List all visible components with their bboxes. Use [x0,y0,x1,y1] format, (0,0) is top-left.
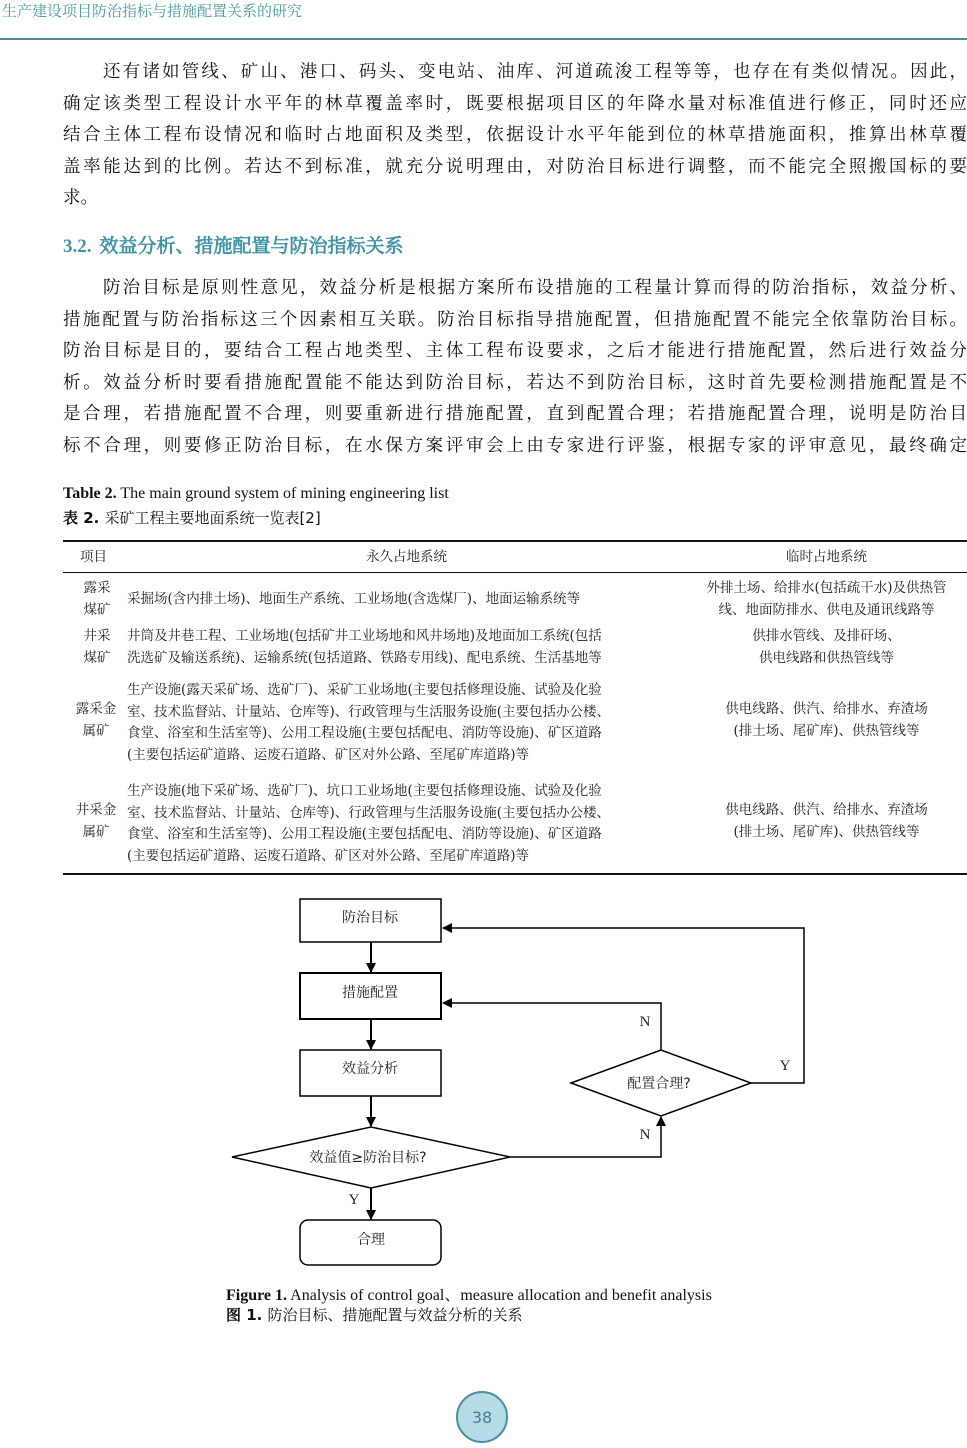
row-permanent-line: (主要包括运矿道路、运废石道路、矿区对外公路、至尾矿库道路)等 [127,746,530,763]
row-item-line: 属矿 [82,823,110,840]
label-benefit-no: N [639,1127,651,1143]
row-permanent-line: (主要包括运矿道路、运废石道路、矿区对外公路、至尾矿库道路)等 [127,847,530,864]
row-item-line: 露采 [83,580,111,596]
paragraph-line: 防治目标是目的，要结合工程占地类型、主体工程布设要求，之后才能进行措施配置，然后进行效益分 [63,341,967,362]
node-decision-config [571,1050,751,1116]
node-goal-label: 防治目标 [342,910,398,926]
arrow-config-yes [443,928,804,1083]
row-temporary-line: 供排水管线、及排矸场、 [752,628,901,644]
node-measures-label: 措施配置 [342,985,398,1001]
table-caption-zh-text: 采矿工程主要地面系统一览表[2] [104,509,321,527]
row-permanent-line: 洗选矿及输送系统)、运输系统(包括道路、铁路专用线)、配电系统、生活基地等 [127,649,602,666]
arrow-config-no [443,1003,661,1050]
arrow-decision-no [510,1117,661,1157]
table-header-item: 项目 [80,549,107,565]
node-measures [300,973,441,1019]
paragraph-line: 求。 [63,188,98,209]
figure-caption-zh-text: 防治目标、措施配置与效益分析的关系 [267,1306,523,1324]
row-permanent-line: 采掘场(含内排土场)、地面生产系统、工业场地(含选煤厂)、地面运输系统等 [127,591,581,607]
table-caption-zh-label: 表 2. [63,509,100,527]
row-temporary-line: 线、地面防排水、供电及通讯线路等 [718,601,935,618]
table-header-permanent: 永久占地系统 [366,549,447,565]
row-item-line: 属矿 [82,722,110,739]
paragraph-line: 防治目标是原则性意见，效益分析是根据方案所布设措施的工程量计算而得的防治指标，效益分析、 [103,278,967,298]
row-permanent-line: 井筒及井巷工程、工业场地(包括矿井工业场地和风井场地)及地面加工系统(包括 [127,628,602,644]
figure-caption-zh [226,1304,522,1325]
row-permanent-line: 生产设施(露天采矿场、选矿厂)、采矿工业场地(主要包括修理设施、试验及化验 [127,682,602,698]
row-temporary-line: 供电线路和供热管线等 [759,649,894,666]
node-reasonable [300,1220,441,1265]
label-config-yes: Y [779,1058,791,1074]
row-permanent-line: 室、技术监督站、计量站、仓库等)、行政管理与生活服务设施(主要包括办公楼、 [127,804,611,821]
section-title: 效益分析、措施配置与防治指标关系 [99,235,404,257]
table-caption-en-label: Table 2. [63,485,117,502]
figure-caption-zh-label: 图 1. [226,1306,263,1324]
figure-caption-en-label: Figure 1. [226,1287,288,1304]
row-item-line: 露采金 [75,701,117,717]
row-item-line: 煤矿 [83,601,111,618]
node-benefit [300,1050,441,1096]
node-decision-config-label: 配置合理? [627,1076,691,1092]
row-permanent-line: 食堂、浴室和生活室等)、公用工程设施(主要包括配电、消防等设施)、矿区道路 [127,826,602,842]
label-config-no: N [639,1014,651,1030]
node-reasonable-label: 合理 [357,1232,385,1248]
row-temporary-line: (排土场、尾矿库)、供热管线等 [733,823,920,840]
running-head: 生产建设项目防治指标与措施配置关系的研究 [2,2,303,20]
row-permanent-line: 生产设施(地下采矿场、选矿厂)、坑口工业场地(主要包括修理设施、试验及化验 [127,783,602,799]
node-goal [300,899,441,942]
table-caption-en-text: The main ground system of mining engineering list [120,485,449,502]
row-temporary-line: 外排土场、给排水(包括疏干水)及供热管 [706,580,947,596]
paragraph-line: 标不合理，则要修正防治目标，在水保方案评审会上由专家进行评鉴，根据专家的评审意见，最终确定 [63,435,967,456]
paragraph-line: 是合理，若措施配置不合理，则要重新进行措施配置，直到配置合理；若措施配置合理，说明是防治目 [63,404,967,425]
node-decision-benefit-label: 效益值≥防治目标? [309,1150,427,1166]
row-temporary-line: 供电线路、供汽、给排水、弃渣场 [725,802,928,818]
figure-caption-en [226,1282,712,1305]
page-number: 38 [456,1391,508,1443]
row-permanent-line: 食堂、浴室和生活室等)、公用工程设施(主要包括配电、消防等设施)、矿区道路 [127,725,602,741]
paragraph-line: 结合主体工程布设情况和临时占地面积及类型，依据设计水平年能到位的林草措施面积，推算出林草覆 [63,125,967,146]
row-item-line: 井采 [83,628,111,644]
row-temporary-line: (排土场、尾矿库)、供热管线等 [733,722,920,739]
paragraph-line: 析。效益分析时要看措施配置能不能达到防治目标，若达不到防治目标，这时首先要检测措施配置是不 [63,372,967,393]
node-benefit-label: 效益分析 [342,1061,398,1077]
row-item-line: 煤矿 [83,649,111,666]
paragraph-line: 措施配置与防治指标这三个因素相互关联。防治目标指导措施配置，但措施配置不能完全依靠防治目标。 [63,309,967,330]
figure-caption-en-text: Analysis of control goal、measure allocation and benefit analysis [290,1287,712,1304]
row-temporary-line: 供电线路、供汽、给排水、弃渣场 [725,701,928,717]
label-benefit-yes: Y [348,1192,360,1208]
paragraph-line: 确定该类型工程设计水平年的林草覆盖率时，既要根据项目区的年降水量对标准值进行修正，同时还应 [63,93,967,114]
paragraph-line: 盖率能达到的比例。若达不到标准，就充分说明理由，对防治目标进行调整，而不能完全照搬国标的要 [63,156,967,177]
paragraph-line: 还有诸如管线、矿山、港口、码头、变电站、油库、河道疏浚工程等等，也存在有类似情况。因此， [103,62,967,82]
node-decision-benefit [232,1127,510,1188]
table-header-temporary: 临时占地系统 [786,549,867,565]
row-item-line: 井采金 [75,802,117,818]
row-permanent-line: 室、技术监督站、计量站、仓库等)、行政管理与生活服务设施(主要包括办公楼、 [127,703,611,720]
section-number: 3.2. [63,236,92,257]
